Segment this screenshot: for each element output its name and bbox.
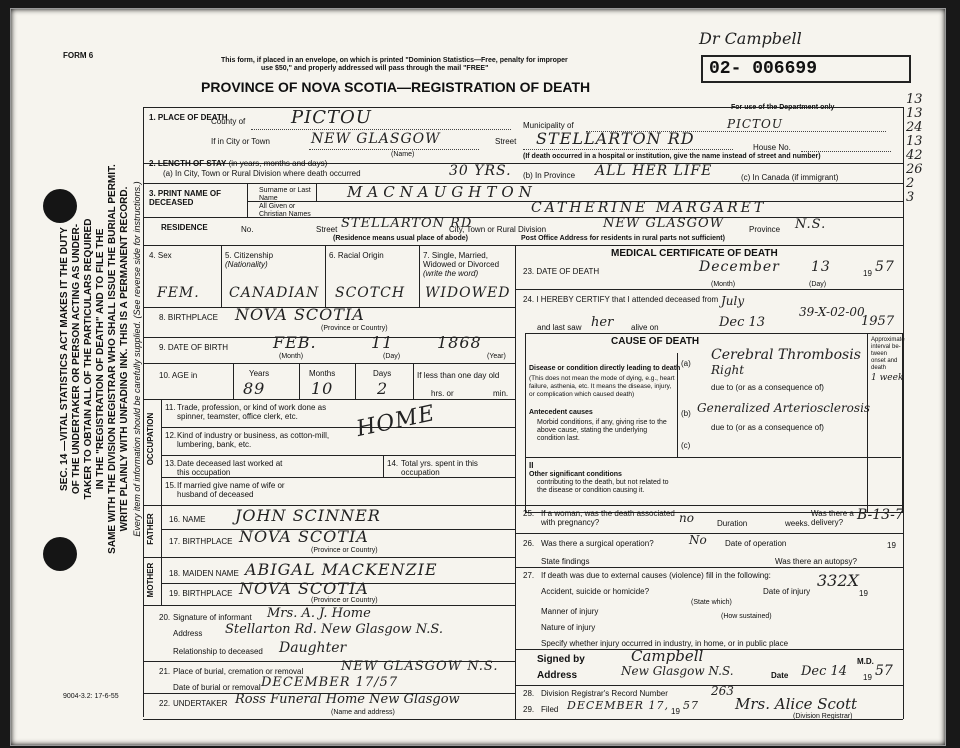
due-to-1: due to (or as a consequence of) <box>711 383 824 392</box>
cause-title: CAUSE OF DEATH <box>611 336 700 347</box>
q26-number: 26. <box>523 539 535 548</box>
antecedent-note: Morbid conditions, if any, giving rise to the above cause, stating the underlying condition last. <box>537 419 667 442</box>
manner-label: Manner of injury <box>541 607 599 616</box>
residence-street-label: Street <box>316 225 338 234</box>
q12-number: 12. <box>165 431 177 440</box>
stay-province-label: (b) In Province <box>523 171 576 180</box>
margin-code-2: B-13-7 <box>857 507 904 523</box>
part-ii-label: II <box>529 461 534 470</box>
signed-by-label: Signed by <box>537 654 585 665</box>
state-which-caption: (State which) <box>691 599 732 606</box>
direct-cause-label: Disease or condition directly leading to death <box>529 365 681 372</box>
county-value: PICTOU <box>291 107 372 128</box>
age-days-label: Days <box>373 369 392 378</box>
alive-label: alive on <box>631 323 659 332</box>
mother-birthplace: NOVA SCOTIA <box>239 579 369 598</box>
department-use-label: For use of the Department only <box>731 104 835 111</box>
margin-code-3: 332X <box>817 571 859 590</box>
dob-year: 1868 <box>437 333 482 352</box>
surgery-answer: No <box>689 533 707 547</box>
stay-city-label: (a) In City, Town or Rural Division where death occurred <box>163 169 361 178</box>
racial-label: 6. Racial Origin <box>329 251 384 260</box>
due-to-2: due to (or as a consequence of) <box>711 423 824 432</box>
citizenship-label: 5. Citizenship (Nationality) <box>225 251 274 269</box>
attended-label: 24. I HEREBY CERTIFY that I attended deceased from <box>523 295 719 304</box>
medical-certificate-title: MEDICAL CERTIFICATE OF DEATH <box>611 248 778 259</box>
cause-a-value: Cerebral Thrombosis <box>711 347 861 363</box>
q28-number: 28. <box>523 689 535 698</box>
date-of-death-label: 23. DATE OF DEATH <box>523 267 600 276</box>
surname-label: Surname or Last Name <box>259 187 311 202</box>
stay-province-value: ALL HER LIFE <box>595 163 713 179</box>
mother-birthplace-caption: (Province or Country) <box>311 597 378 604</box>
filed-label: Filed <box>541 705 559 714</box>
form-code: 9004-3.2: 17-6-55 <box>63 693 119 700</box>
street-label: Street <box>495 137 517 146</box>
cause-b-label: (b) <box>681 409 691 418</box>
dob-month: FEB. <box>273 333 317 352</box>
physician-signature: Campbell <box>631 647 704 665</box>
registration-number: 02- 006699 <box>701 55 911 83</box>
injury-date-label: Date of injury <box>763 587 811 596</box>
pregnancy-answer: no <box>679 511 694 525</box>
street-value: STELLARTON RD <box>536 129 695 148</box>
antecedent-label: Antecedent causes <box>529 409 593 416</box>
residence-no-label: No. <box>241 225 254 234</box>
q27-number: 27. <box>523 571 535 580</box>
surname-box <box>316 183 902 201</box>
citizenship-value: CANADIAN <box>229 285 320 301</box>
burial-place: NEW GLASGOW N.S. <box>341 659 499 674</box>
age-years-label: Years <box>249 369 270 378</box>
occupation-value: HOME <box>354 400 438 443</box>
q12-text: Kind of industry or business, as cotton-mill, lumbering, bank, etc. <box>177 431 330 449</box>
death-month: December <box>699 259 780 275</box>
residence-province: N.S. <box>795 217 827 232</box>
birthplace-label: 8. BIRTHPLACE <box>159 313 218 322</box>
death-month-caption: (Month) <box>711 281 736 288</box>
informant-address-label: Address <box>173 629 203 638</box>
envelope-note-2: use $50," and properly addressed will pass through the mail "FREE" <box>261 65 489 72</box>
how-sustained-caption: (How sustained) <box>721 613 772 620</box>
city-label: If in City or Town <box>211 137 270 146</box>
physician-address: New Glasgow N.S. <box>621 664 734 678</box>
place-of-death-label: 1. PLACE OF DEATH <box>149 113 228 122</box>
form-number: FORM 6 <box>63 51 94 60</box>
mother-name: ABIGAL MACKENZIE <box>245 560 438 579</box>
nature-label: Nature of injury <box>541 623 596 632</box>
filed-year-prefix: 19 <box>671 707 680 716</box>
burial-label: Place of burial, cremation or removal <box>173 667 304 676</box>
sex-value: FEM. <box>157 285 200 301</box>
undertaker-label: UNDERTAKER <box>173 699 228 708</box>
page-title: PROVINCE OF NOVA SCOTIA—REGISTRATION OF DEATH <box>201 79 591 95</box>
last-saw-pronoun: her <box>591 315 614 330</box>
cause-c-label: (c) <box>681 441 691 450</box>
undertaker-caption: (Name and address) <box>331 709 395 716</box>
given-names-value: CATHERINE MARGARET <box>531 200 767 216</box>
age-months: 10 <box>311 379 334 398</box>
other-conditions-label: Other significant conditions <box>529 471 622 478</box>
dob-year-caption: (Year) <box>487 353 506 360</box>
residence-division: NEW GLASGOW <box>603 216 725 231</box>
father-birthplace: NOVA SCOTIA <box>239 527 369 546</box>
city-value: NEW GLASGOW <box>311 131 441 147</box>
print-name-label: 3. PRINT NAME OF DECEASED <box>149 189 222 207</box>
given-names-label: All Given or Christian Names <box>259 203 311 218</box>
filed-date: DECEMBER 17, <box>567 699 669 712</box>
q11-text: Trade, profession, or kind of work done as spinner, teamster, office clerk, etc. <box>177 403 327 421</box>
min-label: min. <box>493 389 509 398</box>
q20-number: 20. <box>159 613 171 622</box>
handwritten-annotation: Dr Campbell <box>699 29 802 48</box>
death-day-caption: (Day) <box>809 281 827 288</box>
q14-number: 14. <box>387 459 399 468</box>
county-label: County of <box>211 117 246 126</box>
residence-province-label: Province <box>749 225 781 234</box>
residence-street: STELLARTON RD <box>341 216 473 231</box>
q21-number: 21. <box>159 667 171 676</box>
physician-year-prefix: 19 <box>863 673 872 682</box>
interval-label: Approximate interval be-tween onset and death <box>871 337 905 371</box>
q22-number: 22. <box>159 699 171 708</box>
q11-number: 11. <box>165 403 176 412</box>
cause-a-interval: 1 week <box>871 373 904 383</box>
informant-address: Stellarton Rd. New Glasgow N.S. <box>225 622 443 637</box>
marital-value: WIDOWED <box>425 285 511 301</box>
death-year: 57 <box>875 259 895 275</box>
registrar-signature: Mrs. Alice Scott <box>735 695 857 713</box>
attended-from: July <box>721 294 745 308</box>
relationship-value: Daughter <box>279 640 347 656</box>
father-side-label: FATHER <box>146 513 155 545</box>
q13-number: 13. <box>165 459 177 468</box>
informant-signature-label: Signature of informant <box>173 613 252 622</box>
violence-question: If death was due to external causes (violence) fill in the following: <box>541 571 771 580</box>
mother-name-label: 18. MAIDEN NAME <box>169 569 239 578</box>
other-conditions-note: contributing to the death, but not related to the disease or condition causing it. <box>537 479 669 494</box>
father-birthplace-label: 17. BIRTHPLACE <box>169 537 233 546</box>
md-label: M.D. <box>857 657 874 666</box>
record-number: 263 <box>711 684 734 698</box>
father-name: JOHN SCINNER <box>235 506 381 525</box>
delivery-label: Was there a delivery? <box>811 509 854 527</box>
duration-label: Duration <box>717 519 748 528</box>
q14-text: Total yrs. spent in this occupation <box>401 459 478 477</box>
dob-month-caption: (Month) <box>279 353 304 360</box>
cause-b-value: Generalized Arteriosclerosis <box>697 401 871 415</box>
mother-side-label: MOTHER <box>146 562 155 598</box>
cause-a-value-2: Right <box>711 363 745 377</box>
direct-cause-note: (This does not mean the mode of dying, e.g., heart failure, asthenia, etc. It means the disease, injury, or complication which caused death) <box>529 375 675 398</box>
stay-canada-label: (c) In Canada (if immigrant) <box>741 173 839 182</box>
q13-text: Date deceased last worked at this occupation <box>177 459 283 477</box>
operation-date-label: Date of operation <box>725 539 787 548</box>
length-of-stay: 2. LENGTH OF STAY (in years, months and days) <box>149 159 328 168</box>
age-label: 10. AGE in <box>159 371 198 380</box>
house-label: House No. <box>753 143 791 152</box>
state-findings-label: State findings <box>541 557 590 566</box>
residence-division-label: City, Town or Rural Division <box>449 225 547 234</box>
hrs-label: hrs. or <box>431 389 454 398</box>
sex-label: 4. Sex <box>149 251 172 260</box>
occupation-side-label: OCCUPATION <box>146 412 155 466</box>
age-days: 2 <box>377 379 389 398</box>
alive-year: 1957 <box>861 314 895 329</box>
filed-year: 57 <box>683 699 699 712</box>
surname-value: MACNAUGHTON <box>347 183 537 201</box>
post-office-note: Post Office Address for residents in rural parts not sufficient) <box>521 235 725 242</box>
record-number-label: Division Registrar's Record Number <box>541 689 668 698</box>
birthplace-caption: (Province or Country) <box>321 325 388 332</box>
q15-number: 15. <box>165 481 177 490</box>
q15-text: If married give name of wife or husband of deceased <box>177 481 285 499</box>
residence-label: RESIDENCE <box>161 223 208 232</box>
stay-city-value: 30 YRS. <box>449 163 512 179</box>
physician-date: Dec 14 <box>801 664 848 679</box>
mother-birthplace-label: 19. BIRTHPLACE <box>169 589 233 598</box>
accident-label: Accident, suicide or homicide? <box>541 587 650 596</box>
name-caption: (Name) <box>391 151 415 158</box>
margin-codes: 13 13 24 13 42 26 2 3 <box>906 92 923 205</box>
operation-year-prefix: 19 <box>887 541 896 550</box>
hospital-note: (If death occurred in a hospital or institution, give the name instead of street and number) <box>523 153 821 160</box>
burial-date-label: Date of burial or removal <box>173 683 261 692</box>
father-birthplace-caption: (Province or Country) <box>311 547 378 554</box>
under-day-label: If less than one day old <box>417 371 500 380</box>
q25-number: 25. <box>523 509 535 518</box>
dob-day: 11 <box>371 333 394 352</box>
age-months-label: Months <box>309 369 336 378</box>
physician-year: 57 <box>875 663 893 679</box>
registrar-caption: (Division Registrar) <box>793 713 853 720</box>
envelope-note: This form, if placed in an envelope, on which is printed "Dominion Statistics—Free, penalty for improper <box>221 57 568 64</box>
injury-year-prefix: 19 <box>859 589 868 598</box>
surgery-question: Was there a surgical operation? <box>541 539 654 548</box>
weeks-label: weeks. <box>785 519 810 528</box>
pregnancy-question: If a woman, was the death associated with pregnancy? <box>541 509 675 527</box>
age-years: 89 <box>243 379 266 398</box>
municipality-value: PICTOU <box>727 117 783 131</box>
q29-number: 29. <box>523 705 535 714</box>
death-registration-form <box>10 8 946 746</box>
margin-code-1: 39-X-02-00 <box>799 305 865 319</box>
side-instructions: SEC. 14 —VITAL STATISTICS ACT MAKES IT THE DUTY OF THE UNDERTAKER OR PERSON ACTING AS UNDER- TAKER TO OBTAIN ALL OF THE PARTICULARS REQUIRED IN THE "REGISTRATION OF DEATH" AND TO FILE THE SAME WITH THE DIVISION REGISTRAR WHO SHALL ISSUE THE BURIAL PERMIT. WRITE PLAINLY WITH UNFADING INK. THIS IS A PERMANENT RECORD. Every item of information should be carefully supplied. (See reverse side for instructions.) <box>59 164 142 554</box>
dob-label: 9. DATE OF BIRTH <box>159 343 229 352</box>
dob-day-caption: (Day) <box>383 353 401 360</box>
physician-address-label: Address <box>537 670 578 681</box>
municipality-label: Municipality of <box>523 121 574 130</box>
death-day: 13 <box>811 259 831 275</box>
undertaker-value: Ross Funeral Home New Glasgow <box>235 692 460 707</box>
father-name-label: 16. NAME <box>169 515 206 524</box>
burial-date: DECEMBER 17/57 <box>261 675 399 690</box>
cause-a-label: (a) <box>681 359 691 368</box>
physician-date-label: Date <box>771 671 789 680</box>
informant-signature: Mrs. A. J. Home <box>267 606 371 621</box>
death-year-prefix: 19 <box>863 269 872 278</box>
birthplace-value: NOVA SCOTIA <box>235 305 365 324</box>
racial-value: SCOTCH <box>335 285 406 301</box>
alive-date: Dec 13 <box>719 315 766 330</box>
marital-label: 7. Single, Married, Widowed or Divorced (write the word) <box>423 251 500 278</box>
autopsy-label: Was there an autopsy? <box>775 557 857 566</box>
relationship-label: Relationship to deceased <box>173 647 263 656</box>
specify-label: Specify whether injury occurred in industry, in home, or in public place <box>541 639 789 648</box>
last-saw-label: and last saw <box>537 323 582 332</box>
residence-note: (Residence means usual place of abode) <box>333 235 468 242</box>
